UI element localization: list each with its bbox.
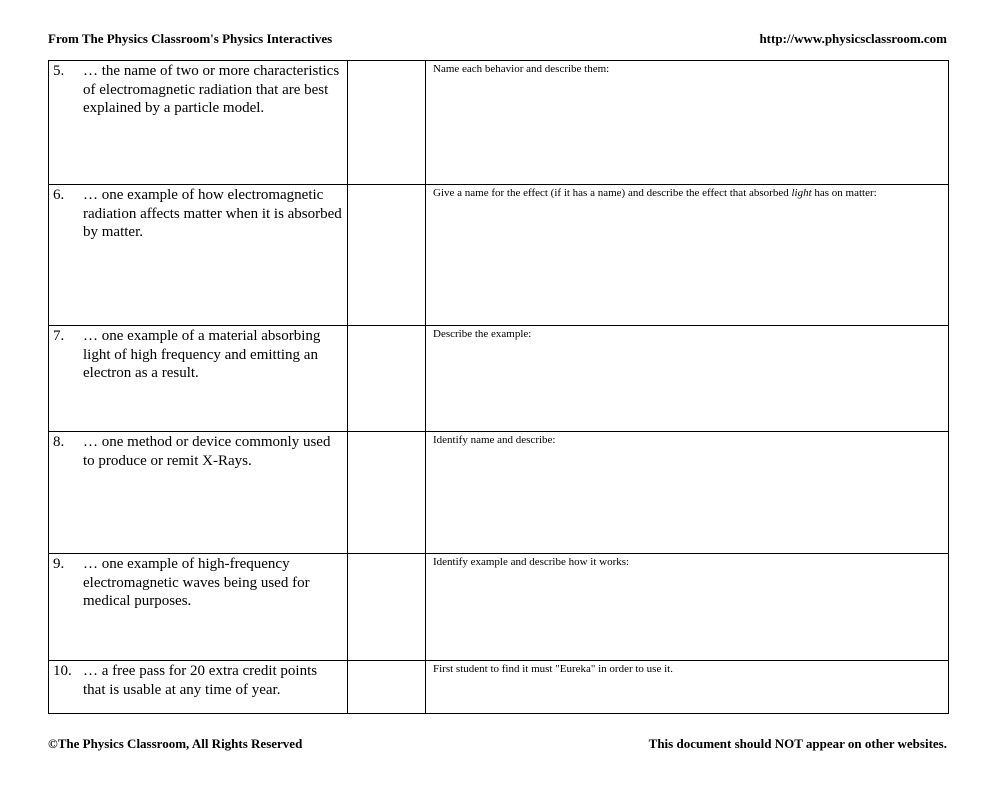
item-number: 10. (53, 663, 72, 679)
item-number: 6. (53, 187, 65, 203)
item-number: 5. (53, 63, 65, 79)
item-number: 7. (53, 328, 65, 344)
table-row (49, 61, 949, 185)
item-checkoff-cell[interactable] (348, 432, 426, 554)
item-response-cell[interactable] (426, 61, 949, 185)
table-row (49, 326, 949, 432)
item-response-cell[interactable] (426, 661, 949, 714)
item-description-cell (49, 661, 348, 714)
response-prompt-emphasis: light (791, 187, 812, 199)
footer-notice: This document should NOT appear on other websites. (648, 736, 947, 751)
response-prompt-start: Give a name for the effect (if it has a name) and describe the effect that absorbed (433, 187, 792, 199)
response-prompt: Name each behavior and describe them: (433, 63, 610, 75)
item-response-cell[interactable] (426, 326, 949, 432)
item-text: … one example of how electromagnetic radiation affects matter when it is absorbed by matter. (83, 187, 342, 241)
item-number: 8. (53, 434, 65, 450)
response-prompt-end: has on matter: (811, 187, 877, 199)
response-prompt: Identify name and describe: (433, 434, 556, 446)
scavenger-hunt-table (48, 60, 949, 714)
table-row (49, 661, 949, 714)
table-row (49, 554, 949, 661)
item-description-cell (49, 432, 348, 554)
item-text: … one example of a material absorbing light of high frequency and emitting an electron as a result. (83, 328, 321, 382)
item-response-cell[interactable] (426, 554, 949, 661)
item-description-cell (49, 61, 348, 185)
item-text: … a free pass for 20 extra credit points that is usable at any time of year. (83, 663, 318, 698)
item-text: … the name of two or more characteristics of electromagnetic radiation that are best explained by a particle model. (83, 63, 340, 117)
header-website-url: http://www.physicsclassroom.com (759, 31, 947, 46)
response-prompt: First student to find it must "Eureka" in order to use it. (433, 663, 673, 675)
item-checkoff-cell[interactable] (348, 661, 426, 714)
item-text: … one method or device commonly used to produce or remit X-Rays. (83, 434, 331, 469)
item-checkoff-cell[interactable] (348, 61, 426, 185)
item-checkoff-cell[interactable] (348, 326, 426, 432)
item-response-cell[interactable] (426, 432, 949, 554)
item-checkoff-cell[interactable] (348, 554, 426, 661)
item-description-cell (49, 326, 348, 432)
response-prompt: Describe the example: (433, 328, 532, 340)
item-description-cell (49, 554, 348, 661)
item-number: 9. (53, 556, 65, 572)
item-text: … one example of high-frequency electromagnetic waves being used for medical purposes. (83, 556, 310, 610)
header-source-title: From The Physics Classroom's Physics Interactives (48, 31, 333, 46)
table-row (49, 432, 949, 554)
item-checkoff-cell[interactable] (348, 185, 426, 326)
item-response-cell[interactable] (426, 185, 949, 326)
response-prompt: Identify example and describe how it works: (433, 556, 630, 568)
footer-copyright: ©The Physics Classroom, All Rights Reserved (48, 736, 303, 751)
item-description-cell (49, 185, 348, 326)
response-prompt (426, 185, 948, 200)
table-row (49, 185, 949, 326)
